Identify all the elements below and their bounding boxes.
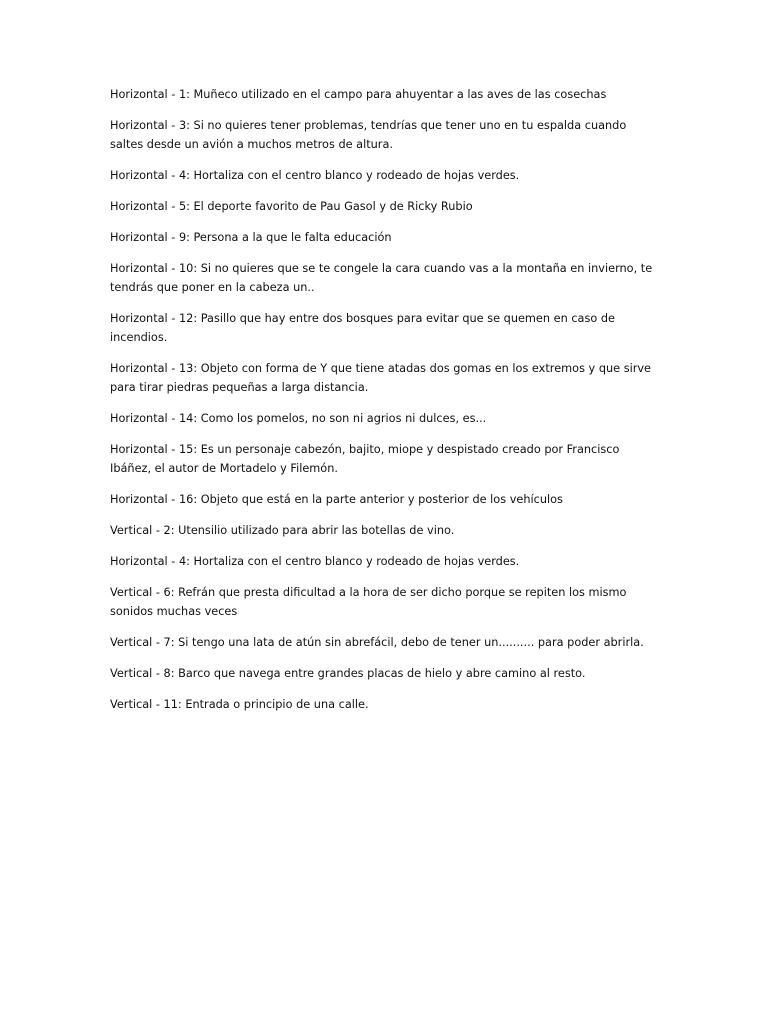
clue-horizontal-12: Horizontal - 12: Pasillo que hay entre dos bosques para evitar que se quemen en caso de incendios. xyxy=(110,312,615,344)
clue-horizontal-4-repeat: Horizontal - 4: Hortaliza con el centro blanco y rodeado de hojas verdes. xyxy=(110,555,520,568)
clue-horizontal-15: Horizontal - 15: Es un personaje cabezón, bajito, miope y despistado creado por Francisco Ibáñez, el autor de Mortadelo y Filemón. xyxy=(110,443,620,475)
clue-vertical-8: Vertical - 8: Barco que navega entre grandes placas de hielo y abre camino al resto. xyxy=(110,667,586,680)
clue-vertical-6: Vertical - 6: Refrán que presta dificultad a la hora de ser dicho porque se repiten los mismo sonidos muchas veces xyxy=(110,586,627,618)
clue-horizontal-3: Horizontal - 3: Si no quieres tener problemas, tendrías que tener uno en tu espalda cuando saltes desde un avión a muchos metros de altura. xyxy=(110,119,627,151)
clue-horizontal-5: Horizontal - 5: El deporte favorito de Pau Gasol y de Ricky Rubio xyxy=(110,200,473,213)
clue-horizontal-16: Horizontal - 16: Objeto que está en la parte anterior y posterior de los vehículos xyxy=(110,493,563,506)
clue-vertical-11: Vertical - 11: Entrada o principio de una calle. xyxy=(110,698,369,711)
clue-horizontal-9: Horizontal - 9: Persona a la que le falta educación xyxy=(110,231,392,244)
clue-list xyxy=(110,85,662,726)
clue-vertical-7: Vertical - 7: Si tengo una lata de atún sin abrefácil, debo de tener un.......... para poder abrirla. xyxy=(110,636,644,649)
clue-horizontal-13: Horizontal - 13: Objeto con forma de Y que tiene atadas dos gomas en los extremos y que sirve para tirar piedras pequeñas a larga distancia. xyxy=(110,362,651,394)
clue-vertical-2: Vertical - 2: Utensilio utilizado para abrir las botellas de vino. xyxy=(110,524,455,537)
clue-horizontal-10: Horizontal - 10: Si no quieres que se te congele la cara cuando vas a la montaña en invierno, te tendrás que poner en la cabeza un.. xyxy=(110,262,653,294)
clue-horizontal-14: Horizontal - 14: Como los pomelos, no son ni agrios ni dulces, es... xyxy=(110,412,487,425)
clue-horizontal-1: Horizontal - 1: Muñeco utilizado en el campo para ahuyentar a las aves de las cosechas xyxy=(110,88,607,101)
clue-horizontal-4: Horizontal - 4: Hortaliza con el centro blanco y rodeado de hojas verdes. xyxy=(110,169,520,182)
